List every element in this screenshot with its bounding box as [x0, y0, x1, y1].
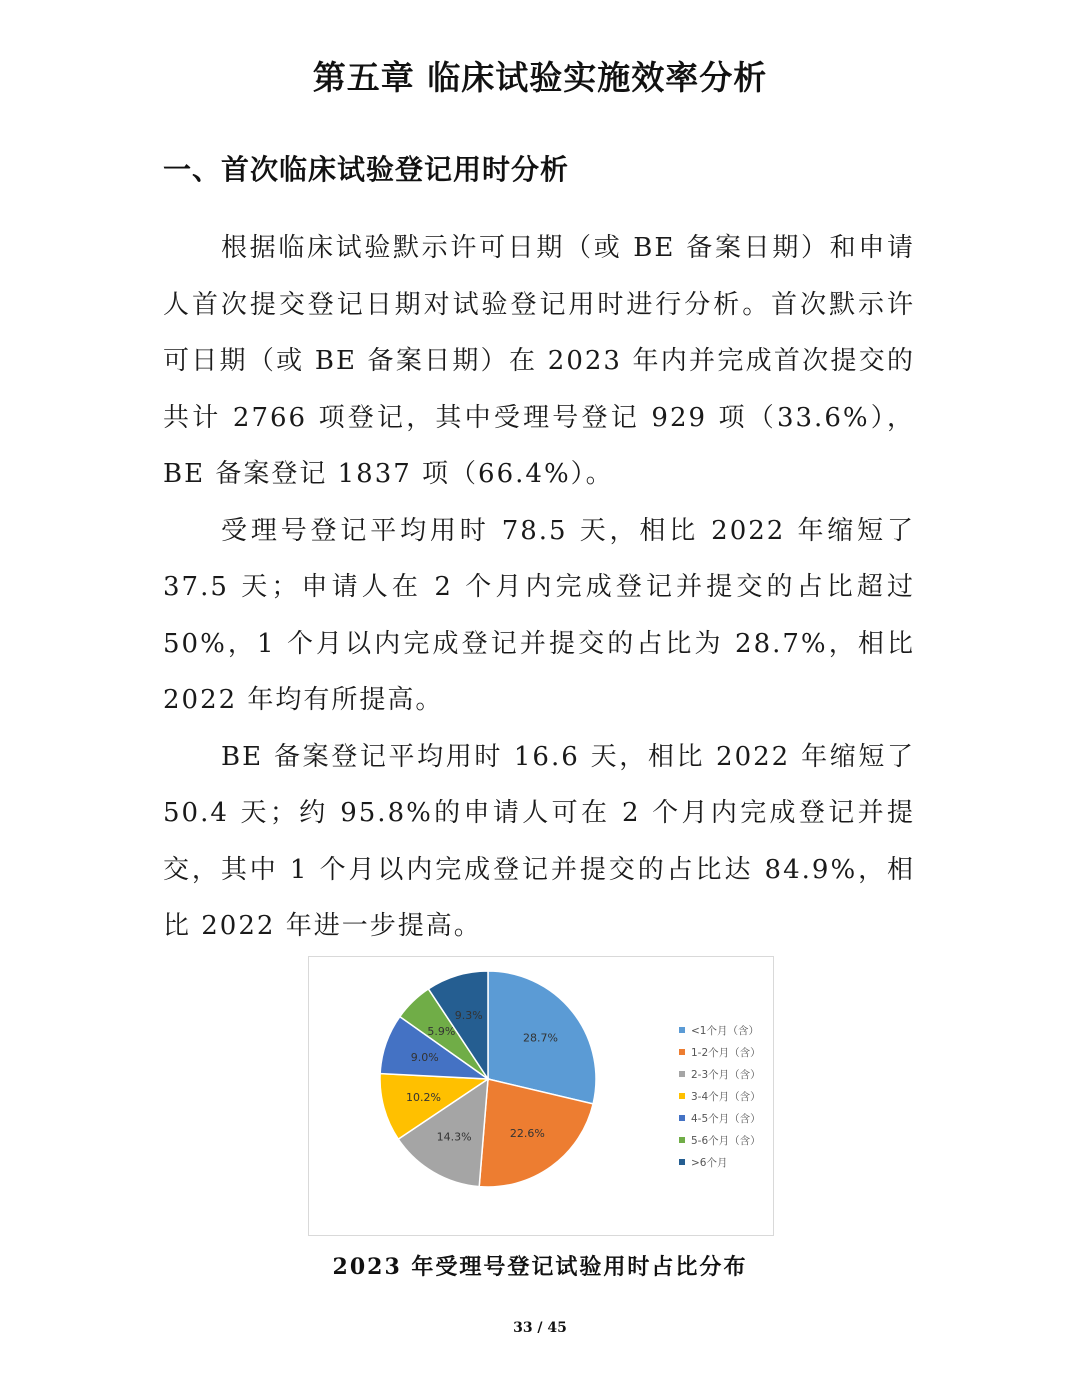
- pie-chart: [308, 956, 774, 1236]
- legend-item: [679, 1041, 761, 1063]
- legend-label: <1个月（含）: [691, 1024, 759, 1037]
- pie-slice-label: 10.2%: [405, 1090, 441, 1104]
- legend-item: [679, 1063, 761, 1085]
- legend-label: >6个月: [691, 1156, 728, 1169]
- chapter-title: 第五章 临床试验实施效率分析: [312, 58, 768, 97]
- legend-swatch: [679, 1093, 685, 1099]
- legend-label: 2-3个月（含）: [691, 1068, 761, 1081]
- section-title: 一、首次临床试验登记用时分析: [163, 153, 570, 186]
- page-number: 33 / 45: [513, 1320, 567, 1336]
- legend-label: 1-2个月（含）: [691, 1046, 761, 1059]
- paragraph-1: 根据临床试验默示许可日期（或 BE 备案日期）和申请人首次提交登记日期对试验登记用时进行分析。首次默示许可日期（或 BE 备案日期）在 2023 年内并完成首次提交的共计 2766 项登记，其中受理号登记 929 项（33.6%），BE 备案登记 1837 项（66.4%）。: [163, 233, 915, 489]
- legend-swatch: [679, 1049, 685, 1055]
- legend-item: [679, 1019, 761, 1041]
- pie-slice-label: 9.3%: [454, 1008, 483, 1022]
- chart-caption: 2023 年受理号登记试验用时占比分布: [332, 1254, 748, 1280]
- legend-label: 4-5个月（含）: [691, 1112, 761, 1125]
- pie-slice-label: 22.6%: [509, 1127, 545, 1141]
- legend-item: [679, 1107, 761, 1129]
- chart-legend: [679, 1019, 761, 1173]
- legend-swatch: [679, 1115, 685, 1121]
- legend-item: [679, 1129, 761, 1151]
- legend-swatch: [679, 1027, 685, 1033]
- legend-label: 5-6个月（含）: [691, 1134, 761, 1147]
- paragraph-3: BE 备案登记平均用时 16.6 天，相比 2022 年缩短了 50.4 天；约 95.8%的申请人可在 2 个月内完成登记并提交，其中 1 个月以内完成登记并提交的占比达 84.9%，相比 2022 年进一步提高。: [163, 741, 915, 941]
- legend-swatch: [679, 1159, 685, 1165]
- pie-slice-label: 28.7%: [523, 1031, 558, 1045]
- legend-swatch: [679, 1071, 685, 1077]
- legend-item: [679, 1085, 761, 1107]
- pie-slice-label: 5.9%: [427, 1024, 456, 1038]
- legend-item: [679, 1151, 761, 1173]
- legend-swatch: [679, 1137, 685, 1143]
- pie-slice-label: 14.3%: [436, 1130, 472, 1144]
- legend-label: 3-4个月（含）: [691, 1090, 761, 1103]
- pie-slice-label: 9.0%: [410, 1051, 439, 1065]
- body-text: [163, 220, 915, 955]
- paragraph-2: 受理号登记平均用时 78.5 天，相比 2022 年缩短了 37.5 天；申请人在 2 个月内完成登记并提交的占比超过 50%，1 个月以内完成登记并提交的占比为 28.7%，相比 2022 年均有所提高。: [163, 515, 915, 715]
